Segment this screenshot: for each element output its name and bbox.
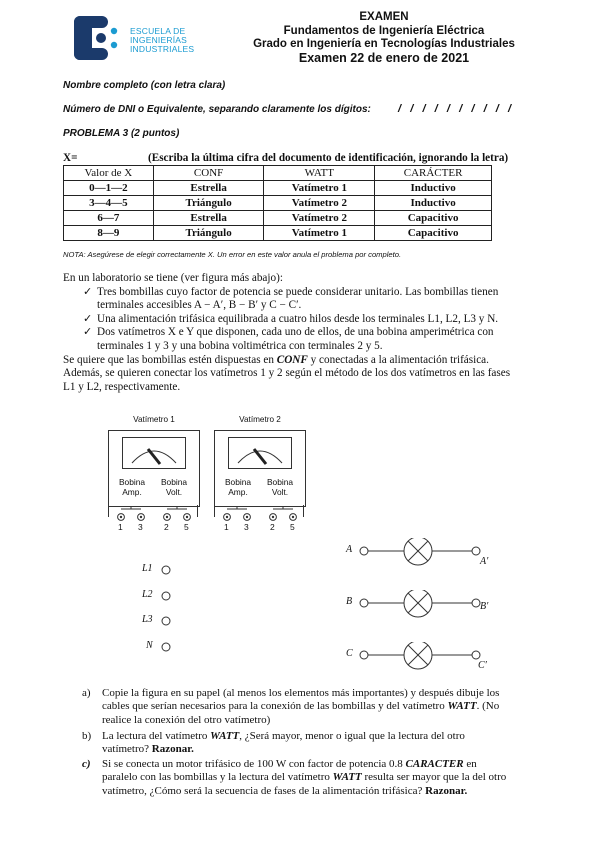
gauge-icon bbox=[228, 437, 292, 469]
table-cell: Capacitivo bbox=[375, 226, 492, 241]
coil-label: Volt. bbox=[271, 487, 289, 497]
question-a bbox=[82, 687, 548, 727]
table-row bbox=[64, 226, 492, 241]
bulb-terminal-label: B bbox=[346, 596, 353, 607]
intro-line: En un laboratorio se tiene (ver figura más abajo): bbox=[63, 272, 283, 284]
coil-label: Amp. bbox=[122, 487, 142, 497]
question-line: Copie la figura en su papel (al menos los elementos más importantes) y después dibuje los bbox=[102, 687, 500, 699]
checkmark-icon: ✓ bbox=[83, 285, 93, 298]
terminal-label: 1 bbox=[118, 522, 123, 532]
bulb-b-icon bbox=[356, 590, 496, 620]
table-cell: 6—7 bbox=[64, 211, 154, 226]
coil-label: Bobina bbox=[266, 477, 294, 487]
dni-slashes: / / / / / / / / / / bbox=[398, 103, 512, 115]
coil-label: Amp. bbox=[228, 487, 248, 497]
terminal-label: 2 bbox=[270, 522, 275, 532]
table-row bbox=[64, 181, 492, 196]
problem-statement bbox=[63, 272, 543, 394]
logo-mark-icon bbox=[74, 16, 128, 60]
dni-field-label: Número de DNI o Equivalente, separando claramente los dígitos: bbox=[63, 104, 371, 115]
table-cell: Capacitivo bbox=[375, 211, 492, 226]
x-instruction: (Escriba la última cifra del documento de identificación, ignorando la letra) bbox=[148, 152, 509, 164]
terminal-label: 5 bbox=[290, 522, 295, 532]
bulb-terminal-label: C′ bbox=[478, 660, 487, 671]
table-cell: 3—4—5 bbox=[64, 196, 154, 211]
table-cell: Inductivo bbox=[375, 181, 492, 196]
table-header-cell: CARÁCTER bbox=[375, 166, 492, 181]
problem-title: PROBLEMA 3 (2 puntos) bbox=[63, 128, 180, 139]
table-cell: Vatímetro 1 bbox=[264, 226, 375, 241]
table-cell: 0—1—2 bbox=[64, 181, 154, 196]
table-row bbox=[64, 196, 492, 211]
bullet-text-continuation: terminales 1 y 3 y una bobina voltimétrica con terminales 2 y 5. bbox=[97, 339, 383, 352]
checkmark-icon: ✓ bbox=[83, 312, 93, 325]
table-cell: Estrella bbox=[153, 181, 264, 196]
bullet-text: Dos vatímetros X e Y que disponen, cada uno de ellos, de una bobina amperimétrica con bbox=[97, 326, 494, 339]
coil-label: Volt. bbox=[165, 487, 183, 497]
bullet-text: Una alimentación trifásica equilibrada a cuatro hilos desde los terminales L1, L2, L3 y N. bbox=[97, 312, 499, 325]
terminal-label: 2 bbox=[164, 522, 169, 532]
table-header-cell: Valor de X bbox=[64, 166, 154, 181]
supply-label-l1: L1 bbox=[142, 563, 153, 574]
exam-title: EXAMEN bbox=[359, 11, 409, 23]
x-label: X= bbox=[63, 152, 78, 164]
question-marker: b) bbox=[82, 730, 92, 742]
paragraph-line: L1 y L2, respectivamente. bbox=[63, 380, 181, 393]
terminal-label: 5 bbox=[184, 522, 189, 532]
question-marker: c) bbox=[82, 758, 91, 770]
bulb-terminal-label: C bbox=[346, 648, 353, 659]
question-line: vatímetro? Razonar. bbox=[102, 743, 194, 756]
logo-line-1: ESCUELA DE bbox=[130, 26, 186, 36]
school-logo bbox=[74, 16, 204, 60]
bullet-item bbox=[83, 326, 543, 340]
bulb-c-icon bbox=[356, 642, 496, 672]
coil-label: Bobina bbox=[224, 477, 252, 487]
coil-label: Bobina bbox=[118, 477, 146, 487]
wattmeter-title: Vatímetro 2 bbox=[239, 415, 281, 424]
question-marker: a) bbox=[82, 687, 91, 699]
terminal-label: 3 bbox=[244, 522, 249, 532]
supply-terminals-icon bbox=[158, 562, 178, 662]
logo-line-3: INDUSTRIALES bbox=[130, 44, 195, 54]
table-cell: Triángulo bbox=[153, 226, 264, 241]
question-line: paralelo con las bombillas y la lectura del vatímetro WATT resulta ser mayor que la del otro bbox=[102, 771, 507, 784]
logo-line-2: INGENIERÍAS bbox=[130, 35, 187, 45]
name-field-label: Nombre completo (con letra clara) bbox=[63, 80, 226, 91]
table-cell: Estrella bbox=[153, 211, 264, 226]
bulb-a-icon bbox=[356, 538, 496, 568]
table-header-cell: CONF bbox=[153, 166, 264, 181]
table-header-row bbox=[64, 166, 492, 181]
question-line: Si se conecta un motor trifásico de 100 W con factor de potencia 0.8 CARACTER en bbox=[102, 758, 477, 770]
question-b bbox=[82, 730, 548, 757]
wattmeter-title: Vatímetro 1 bbox=[133, 415, 175, 424]
paragraph-line: Además, se quieren conectar los vatímetros 1 y 2 según el método de los dos vatímetros en las fases bbox=[63, 367, 511, 380]
table-cell: 8—9 bbox=[64, 226, 154, 241]
table-cell: Triángulo bbox=[153, 196, 264, 211]
table-cell: Vatímetro 2 bbox=[264, 196, 375, 211]
supply-label-l3: L3 bbox=[142, 614, 153, 625]
bulb-terminal-label: A bbox=[346, 544, 353, 555]
table-row bbox=[64, 211, 492, 226]
exam-date: Examen 22 de enero de 2021 bbox=[298, 50, 470, 65]
terminal-label: 3 bbox=[138, 522, 143, 532]
bullet-text-continuation: terminales accesibles A − A′, B − B′ y C − C′. bbox=[97, 299, 302, 312]
question-line: cables que serían necesarios para la conexión de las bombillas y del vatímetro WATT. (No bbox=[102, 700, 500, 713]
degree-title: Grado en Ingeniería en Tecnologías Industriales bbox=[253, 38, 515, 50]
variant-table bbox=[63, 165, 492, 241]
wattmeter-2 bbox=[214, 415, 316, 540]
supply-label-n: N bbox=[146, 640, 153, 651]
coil-label: Bobina bbox=[160, 477, 188, 487]
table-note: NOTA: Asegúrese de elegir correctamente X. Un error en este valor anula el problema por completo. bbox=[63, 250, 402, 259]
checkmark-icon: ✓ bbox=[83, 326, 93, 339]
bullet-text: Tres bombillas cuyo factor de potencia se puede considerar unitario. Las bombillas tienen bbox=[97, 285, 499, 298]
question-c bbox=[82, 758, 548, 798]
paragraph-line: Se quiere que las bombillas estén dispuestas en CONF y conectadas a la alimentación trifásica. bbox=[63, 353, 489, 366]
question-line: vatímetro, ¿Cómo será la secuencia de fases de la alimentación trifásica? Razonar. bbox=[102, 784, 468, 797]
table-cell: Vatímetro 2 bbox=[264, 211, 375, 226]
table-cell: Inductivo bbox=[375, 196, 492, 211]
supply-label-l2: L2 bbox=[142, 589, 153, 600]
table-cell: Vatímetro 1 bbox=[264, 181, 375, 196]
question-line: La lectura del vatímetro WATT, ¿Será mayor, menor o igual que la lectura del otro bbox=[102, 730, 465, 742]
course-title: Fundamentos de Ingeniería Eléctrica bbox=[283, 24, 485, 37]
table-header-cell: WATT bbox=[264, 166, 375, 181]
wattmeter-1 bbox=[108, 415, 210, 540]
bullet-item bbox=[83, 313, 543, 327]
terminal-label: 1 bbox=[224, 522, 229, 532]
bulb-terminal-label: A′ bbox=[480, 556, 489, 567]
exam-header bbox=[224, 11, 544, 65]
question-line: realice la conexión del otro vatímetro) bbox=[102, 713, 271, 726]
gauge-icon bbox=[122, 437, 186, 469]
bulb-terminal-label: B′ bbox=[480, 601, 489, 612]
bullet-item bbox=[83, 286, 543, 300]
